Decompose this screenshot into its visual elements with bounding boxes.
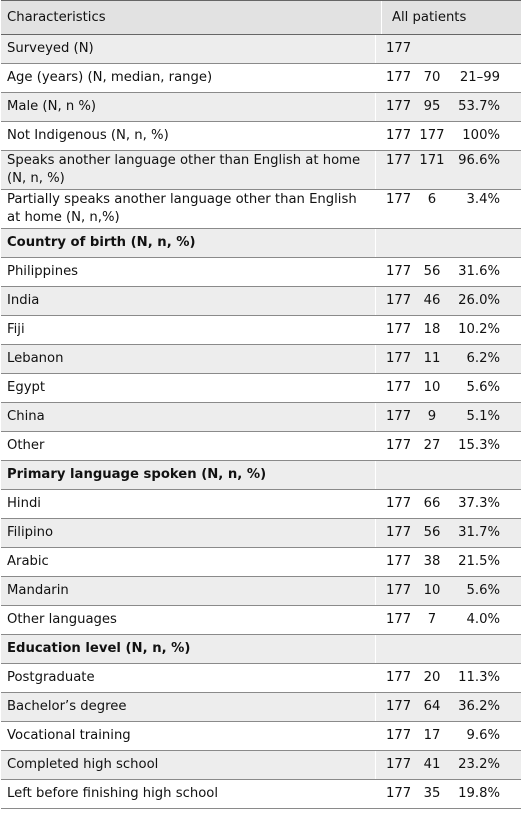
table-row [1,93,521,122]
row-label: Age (years) (N, median, range) [7,70,213,85]
cell-total-n: 177 [386,293,412,308]
cell-total-n: 177 [386,153,412,168]
cell-percent: 9.6% [466,728,500,743]
row-values [375,64,521,92]
row-label: China [7,409,45,424]
row-values [375,403,521,431]
row-values [375,693,521,721]
header-characteristics: Characteristics [7,10,106,25]
row-values [375,229,521,257]
row-label: Hindi [7,496,41,511]
cell-count: 70 [423,70,441,85]
table-row [1,258,521,287]
cell-count: 38 [423,554,441,569]
cell-percent: 5.1% [466,409,500,424]
cell-percent: 3.4% [466,192,500,207]
cell-count: 56 [423,264,441,279]
row-label: Philippines [7,264,79,279]
cell-total-n: 177 [386,496,412,511]
cell-count: 7 [427,612,437,627]
row-values [375,780,521,808]
section-heading: Primary language spoken (N, n, %) [7,467,267,482]
row-values [375,577,521,605]
cell-count: 66 [423,496,441,511]
cell-count: 27 [423,438,441,453]
row-values [375,35,521,63]
row-label: Surveyed (N) [7,41,94,56]
table-row [1,664,521,693]
cell-total-n: 177 [386,409,412,424]
characteristics-table [1,0,521,809]
table-body [1,35,521,809]
row-label: Filipino [7,525,54,540]
cell-percent: 5.6% [466,380,500,395]
table-row [1,490,521,519]
row-label: Mandarin [7,583,69,598]
cell-total-n: 177 [386,525,412,540]
cell-count: 56 [423,525,441,540]
table-row [1,122,521,151]
cell-percent: 26.0% [458,293,500,308]
cell-percent: 21–99 [459,70,500,85]
row-label: Bachelor’s degree [7,699,127,714]
table-row [1,635,521,664]
cell-percent: 21.5% [458,554,500,569]
cell-total-n: 177 [386,438,412,453]
cell-count: 171 [419,153,445,168]
table-row [1,151,521,190]
section-heading: Education level (N, n, %) [7,641,191,656]
cell-total-n: 177 [386,728,412,743]
cell-total-n: 177 [386,380,412,395]
row-label: Fiji [7,322,25,337]
cell-total-n: 177 [386,70,412,85]
cell-count: 64 [423,699,441,714]
cell-total-n: 177 [386,786,412,801]
cell-percent: 5.6% [466,583,500,598]
cell-count: 18 [423,322,441,337]
cell-count: 6 [427,192,437,207]
cell-count: 95 [423,99,441,114]
cell-total-n: 177 [386,264,412,279]
cell-total-n: 177 [386,192,412,207]
row-values [375,606,521,634]
row-label: Egypt [7,380,46,395]
table-header [1,0,521,35]
table-row [1,316,521,345]
cell-total-n: 177 [386,554,412,569]
row-label: Not Indigenous (N, n, %) [7,128,169,143]
table-row [1,577,521,606]
row-label: Male (N, n %) [7,99,97,114]
row-label: India [7,293,40,308]
cell-percent: 6.2% [466,351,500,366]
table-row [1,519,521,548]
row-label: Arabic [7,554,49,569]
cell-total-n: 177 [386,583,412,598]
row-values [375,664,521,692]
row-label: Left before finishing high school [7,786,218,801]
table-row [1,190,521,229]
row-values [375,519,521,547]
cell-percent: 31.7% [458,525,500,540]
row-values [375,345,521,373]
row-values [375,490,521,518]
row-values [375,122,521,150]
row-values [375,374,521,402]
row-values [375,548,521,576]
cell-percent: 37.3% [458,496,500,511]
row-values [375,151,521,189]
row-values [375,722,521,750]
table-row [1,35,521,64]
cell-total-n: 177 [386,612,412,627]
row-label: Vocational training [7,728,131,743]
table-row [1,374,521,403]
cell-percent: 19.8% [458,786,500,801]
table-row [1,461,521,490]
cell-total-n: 177 [386,128,412,143]
cell-total-n: 177 [386,757,412,772]
cell-total-n: 177 [386,99,412,114]
row-label: Completed high school [7,757,159,772]
table-row [1,722,521,751]
cell-total-n: 177 [386,699,412,714]
row-label: Postgraduate [7,670,95,685]
cell-percent: 100% [462,128,500,143]
row-values [375,93,521,121]
cell-count: 10 [423,380,441,395]
table-row [1,693,521,722]
cell-total-n: 177 [386,41,412,56]
cell-percent: 15.3% [458,438,500,453]
row-label: Other languages [7,612,117,627]
cell-percent: 10.2% [458,322,500,337]
table-row [1,751,521,780]
row-values [375,432,521,460]
row-label: Lebanon [7,351,64,366]
row-values [375,751,521,779]
cell-percent: 23.2% [458,757,500,772]
cell-count: 10 [423,583,441,598]
cell-count: 9 [427,409,437,424]
cell-count: 20 [423,670,441,685]
row-label: Other [7,438,45,453]
cell-percent: 36.2% [458,699,500,714]
row-values [375,258,521,286]
row-values [375,316,521,344]
row-label: Speaks another language other than English at home (N, n, %) [7,153,361,186]
cell-count: 46 [423,293,441,308]
cell-total-n: 177 [386,322,412,337]
table-row [1,432,521,461]
section-heading: Country of birth (N, n, %) [7,235,196,250]
cell-total-n: 177 [386,670,412,685]
row-values [375,635,521,663]
row-values [375,287,521,315]
cell-count: 11 [423,351,441,366]
table-row [1,287,521,316]
row-label: Partially speaks another language other than English at home (N, n,%) [7,192,357,225]
cell-count: 17 [423,728,441,743]
table-row [1,548,521,577]
cell-count: 41 [423,757,441,772]
table-row [1,403,521,432]
table-row [1,780,521,809]
cell-percent: 31.6% [458,264,500,279]
cell-percent: 53.7% [458,99,500,114]
cell-percent: 4.0% [466,612,500,627]
cell-count: 177 [419,128,445,143]
cell-percent: 96.6% [458,153,500,168]
table-row [1,64,521,93]
table-row [1,606,521,635]
header-all-patients: All patients [381,1,521,34]
row-values [375,461,521,489]
cell-total-n: 177 [386,351,412,366]
cell-count: 35 [423,786,441,801]
row-values [375,190,521,228]
table-row [1,345,521,374]
cell-percent: 11.3% [458,670,500,685]
table-row [1,229,521,258]
